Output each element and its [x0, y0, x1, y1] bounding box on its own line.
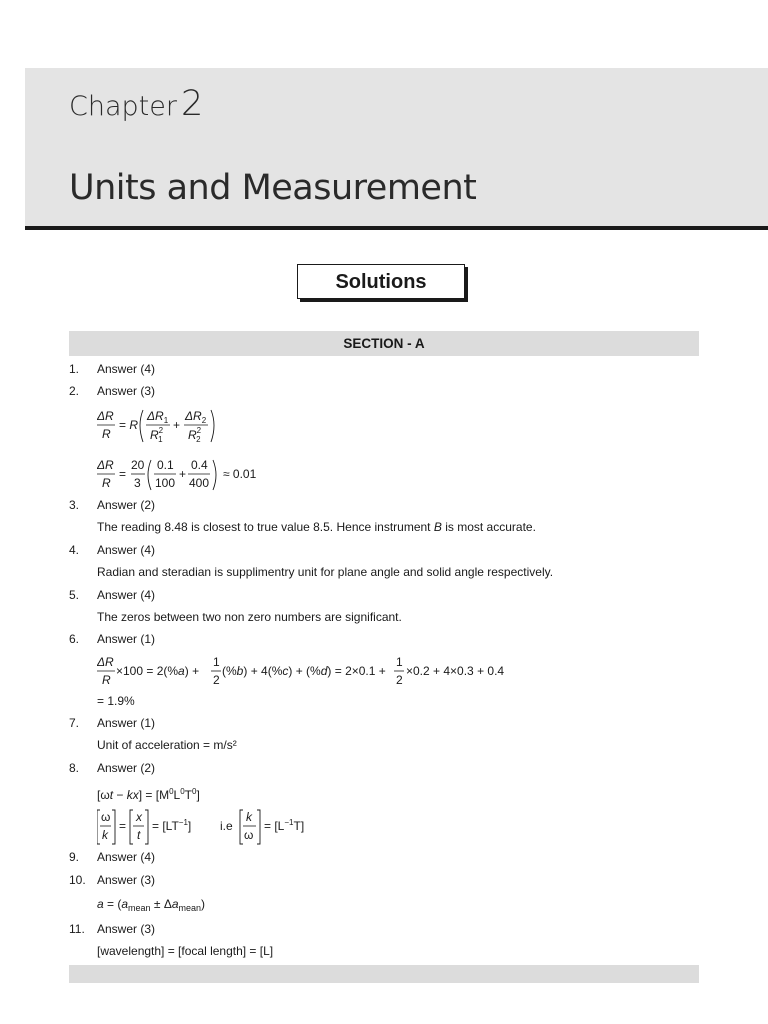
frac-den: 400 [189, 476, 210, 490]
left-bracket [240, 810, 243, 844]
question-number: 11. [69, 922, 85, 936]
frac-den: 100 [155, 476, 176, 490]
frac-num: 0.4 [191, 458, 208, 472]
frac-den: ω [244, 828, 254, 842]
frac-den: $R^2$ 1 [150, 426, 164, 444]
q8-formula-1 [97, 783, 237, 805]
equals-r: = R [119, 418, 139, 432]
answer-line: Answer (3) [97, 384, 156, 398]
answer-line: Answer (1) [97, 632, 156, 646]
explanation-text: The reading 8.48 is closest to true value 8.5. Hence instrument B is most accurate. [97, 520, 536, 534]
footer-bar [69, 965, 699, 983]
answer-line: Answer (3) [97, 873, 156, 887]
right-bracket [257, 810, 260, 844]
expression-part: $a = (a_{mean} \pm \Delta a_{mean})$ [97, 897, 206, 913]
frac-den: R [102, 427, 111, 441]
left-bracket [97, 810, 100, 844]
frac-num: 1 [213, 655, 220, 669]
answer-line: Answer (2) [97, 498, 156, 512]
answer-line: Answer (4) [97, 362, 156, 376]
frac-den: R [102, 476, 111, 490]
answer-line: Answer (1) [97, 716, 156, 730]
equals-sign: = [119, 819, 127, 833]
header-divider [25, 226, 768, 230]
frac-num: ΔR [97, 409, 114, 423]
frac-num: $\Delta R_2$ [185, 409, 207, 425]
solutions-heading: Solutions [297, 264, 465, 299]
q2-formula-1 [97, 404, 237, 450]
equals-sign: = [119, 467, 127, 481]
expression-part: ×100 = 2(%a) + [116, 664, 200, 678]
explanation-text: [wavelength] = [focal length] = [L] [97, 944, 274, 958]
q8-formula-2 [97, 807, 337, 847]
frac-num: $\Delta R_1$ [147, 409, 169, 425]
answer-line: Answer (4) [97, 588, 156, 602]
frac-den: 2 [213, 673, 220, 687]
expression-part: ×0.2 + 4×0.3 + 0.4 [406, 664, 505, 678]
right-bracket [112, 810, 115, 844]
chapter-label [69, 84, 203, 124]
frac-num: ΔR [97, 655, 114, 669]
question-number: 1. [69, 362, 80, 376]
q6-formula [97, 652, 527, 692]
frac-den: k [102, 828, 108, 842]
q10-formula [97, 893, 257, 917]
frac-den: $R^2$ 2 [188, 426, 202, 444]
question-number: 4. [69, 543, 80, 557]
expression-part: = $[LT^{-1}]$ [152, 818, 192, 833]
explanation-text: Radian and steradian is supplimentry unit for plane angle and solid angle respectively. [97, 565, 554, 579]
question-number: 9. [69, 850, 80, 864]
frac-den: R [102, 673, 111, 687]
answer-line: Answer (4) [97, 543, 156, 557]
result: ≈ 0.01 [223, 467, 257, 481]
answer-line: Answer (4) [97, 850, 156, 864]
answer-line: Answer (3) [97, 922, 156, 936]
question-number: 5. [69, 588, 80, 602]
right-paren [211, 410, 214, 442]
frac-den: 3 [134, 476, 141, 490]
left-bracket [130, 810, 133, 844]
question-number: 3. [69, 498, 80, 512]
question-number: 6. [69, 632, 80, 646]
q2-formula-2 [97, 455, 267, 495]
frac-den: t [137, 828, 141, 842]
question-number: 2. [69, 384, 80, 398]
section-heading: SECTION - A [69, 331, 699, 356]
result-text: = 1.9% [97, 694, 135, 708]
answer-line: Answer (2) [97, 761, 156, 775]
explanation-text: The zeros between two non zero numbers are significant. [97, 610, 402, 624]
plus-sign: + [173, 418, 181, 432]
expression-part: $[\omega t - kx] = [M^0L^0T^0]$ [97, 787, 200, 802]
left-paren [140, 410, 143, 442]
question-number: 8. [69, 761, 80, 775]
expression-part: = $[L^{-1}T]$ [264, 818, 305, 833]
ie-label: i.e [220, 819, 233, 833]
chapter-word: Chapter [69, 91, 177, 122]
left-paren [148, 460, 151, 490]
frac-num: 20 [131, 458, 145, 472]
frac-num: ω [101, 810, 111, 824]
frac-num: 1 [396, 655, 403, 669]
frac-num: 0.1 [157, 458, 174, 472]
frac-num: k [246, 810, 252, 824]
expression-part: (%b) + 4(%c) + (%d) = 2×0.1 + [222, 664, 386, 678]
chapter-number: 2 [180, 84, 204, 124]
right-bracket [145, 810, 148, 844]
frac-den: 2 [396, 673, 403, 687]
question-number: 10. [69, 873, 86, 887]
frac-num: ΔR [97, 458, 114, 472]
right-paren [213, 460, 216, 490]
question-number: 7. [69, 716, 80, 730]
explanation-text: Unit of acceleration = m/s² [97, 738, 237, 752]
plus-sign: + [179, 467, 187, 481]
chapter-title: Units and Measurement [69, 168, 477, 208]
frac-num: x [136, 810, 142, 824]
